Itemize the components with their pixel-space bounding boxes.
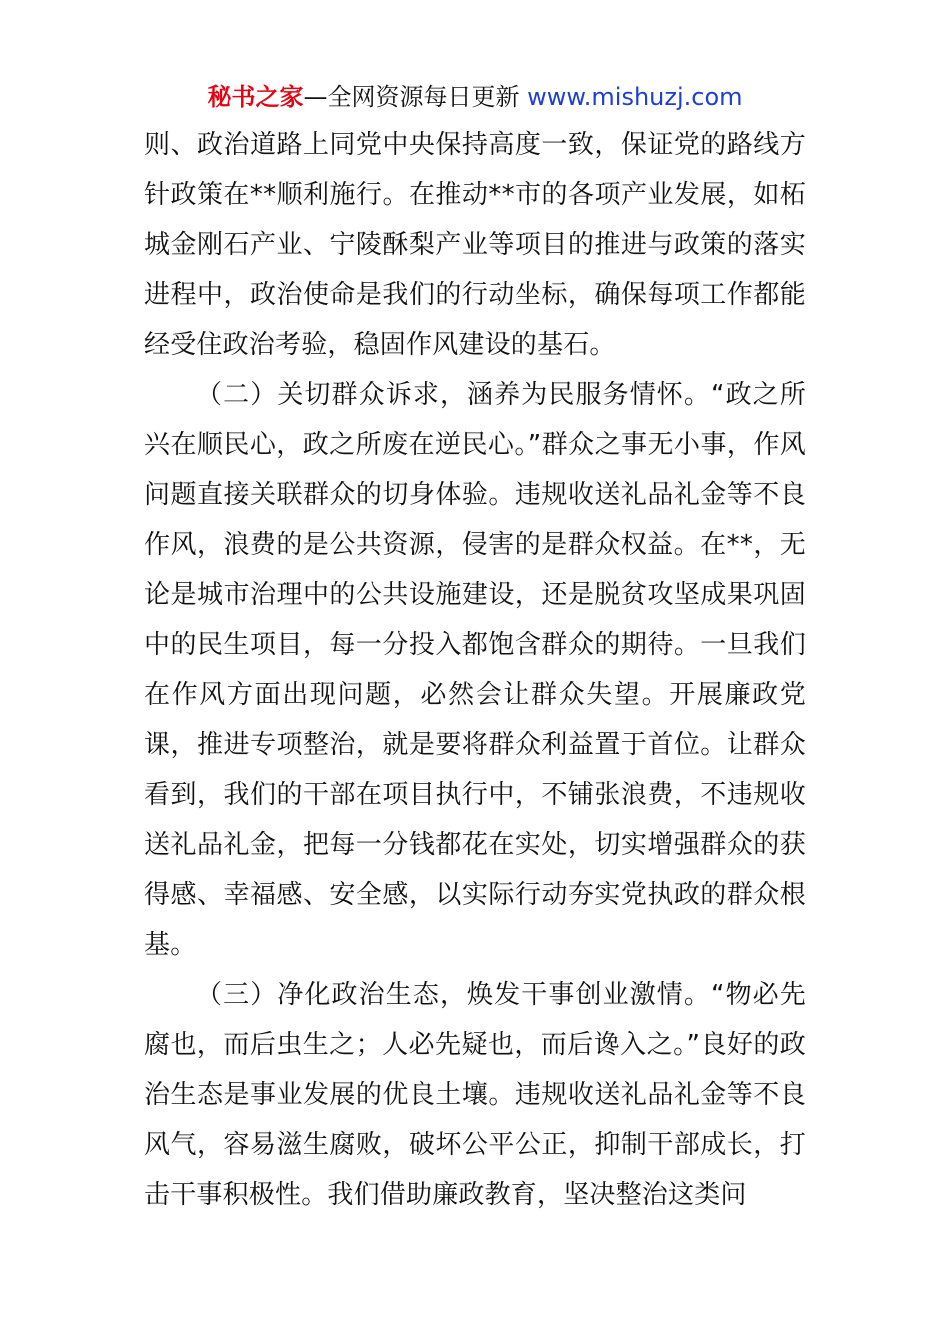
document-body (144, 120, 806, 1220)
paragraph-continued: 则、政治道路上同党中央保持高度一致，保证党的路线方针政策在**顺利施行。在推动**市的各项产业发展，如柘城金刚石产业、宁陵酥梨产业等项目的推进与政策的落实进程中，政治使命是我们的行动坐标，确保每项工作都能经受住政治考验，稳固作风建设的基石。 (144, 130, 806, 360)
paragraph-section-three: （三）净化政治生态，焕发干事创业激情。“物必先腐也，而后虫生之；人必先疑也，而后谗入之。”良好的政治生态是事业发展的优良土壤。违规收送礼品礼金等不良风气，容易滋生腐败，破坏公平公正，抑制干部成长，打击干事积极性。我们借助廉政教育，坚决整治这类问 (144, 980, 806, 1210)
site-header (0, 80, 950, 114)
site-url-link[interactable]: www.mishuzj.com (527, 83, 743, 111)
paragraph-section-two: （二）关切群众诉求，涵养为民服务情怀。“政之所兴在顺民心，政之所废在逆民心。”群众之事无小事，作风问题直接关联群众的切身体验。违规收送礼品礼金等不良作风，浪费的是公共资源，侵害的是群众权益。在**，无论是城市治理中的公共设施建设，还是脱贫攻坚成果巩固中的民生项目，每一分投入都饱含群众的期待。一旦我们在作风方面出现问题，必然会让群众失望。开展廉政党课，推进专项整治，就是要将群众利益置于首位。让群众看到，我们的干部在项目执行中，不铺张浪费，不违规收送礼品礼金，把每一分钱都花在实处，切实增强群众的获得感、幸福感、安全感，以实际行动夯实党执政的群众根基。 (144, 380, 806, 960)
site-tagline: —全网资源每日更新 (303, 83, 528, 111)
site-brand: 秘书之家 (207, 83, 304, 111)
